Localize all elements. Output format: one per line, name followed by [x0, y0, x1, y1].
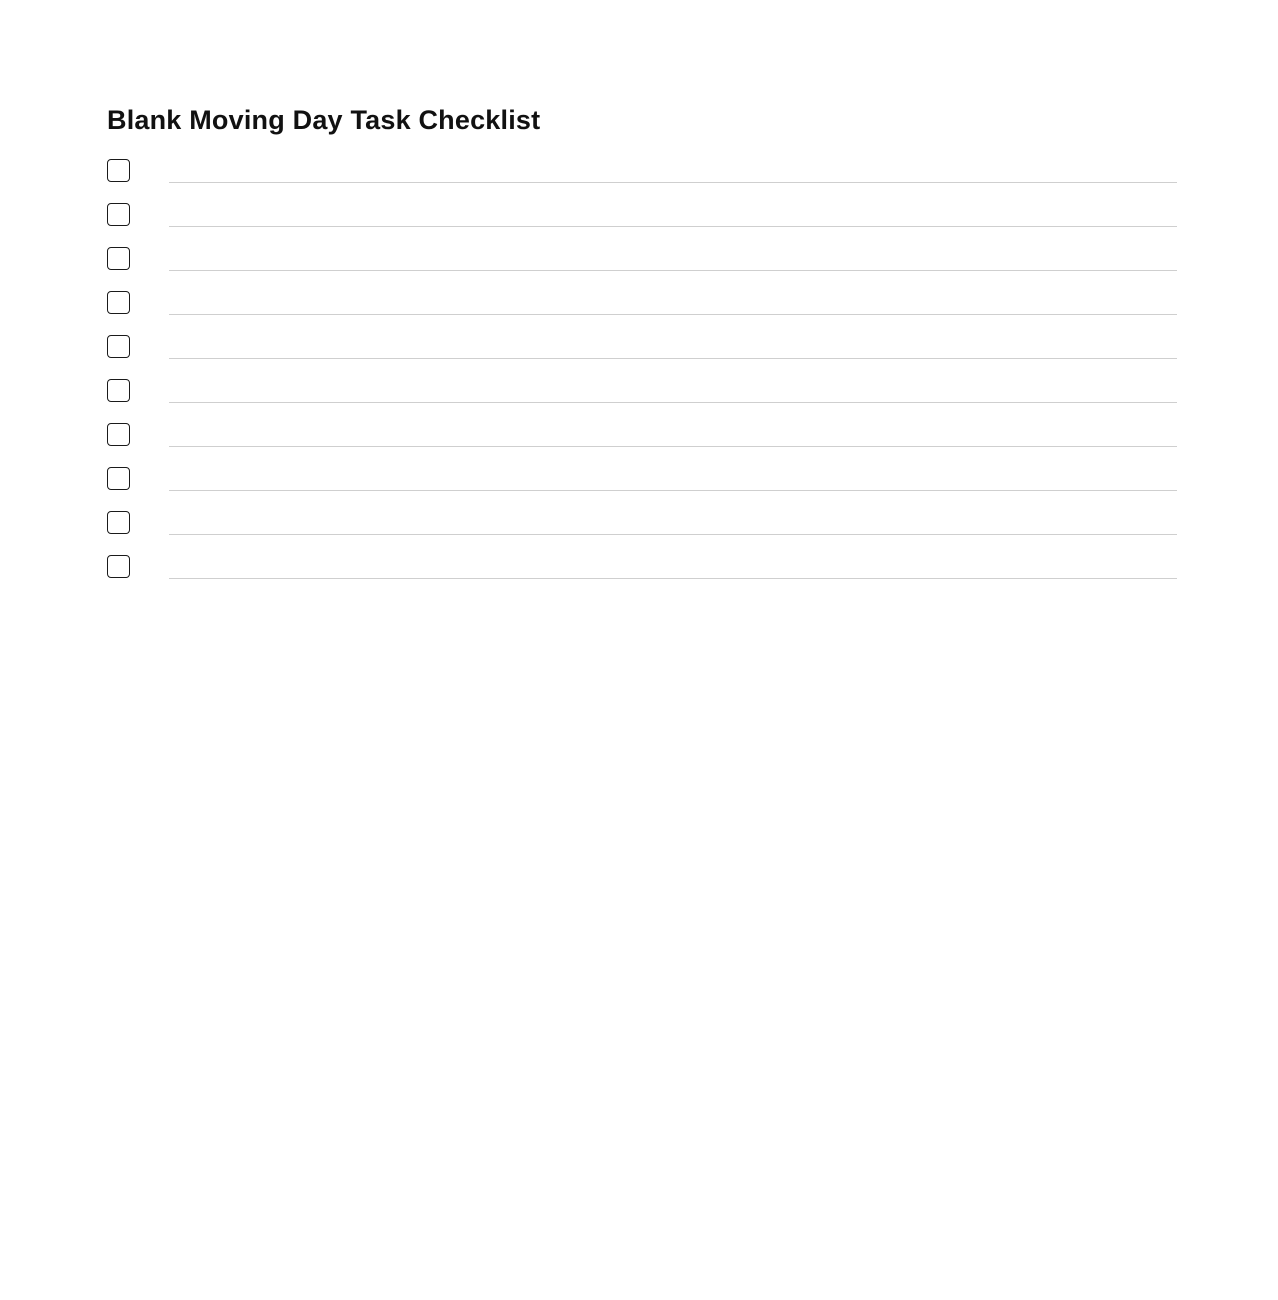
checkbox-icon[interactable] [107, 467, 130, 490]
checkbox-icon[interactable] [107, 555, 130, 578]
checkbox-icon[interactable] [107, 335, 130, 358]
checklist-item-line[interactable] [169, 245, 1177, 268]
checkbox-icon[interactable] [107, 423, 130, 446]
checkbox-icon[interactable] [107, 291, 130, 314]
list-item[interactable] [107, 553, 1177, 597]
list-item[interactable] [107, 377, 1177, 421]
checkbox-icon[interactable] [107, 203, 130, 226]
checklist-item-line[interactable] [169, 509, 1177, 532]
checkbox-icon[interactable] [107, 159, 130, 182]
checklist-item-line[interactable] [169, 465, 1177, 488]
checklist-item-line[interactable] [169, 421, 1177, 444]
list-item[interactable] [107, 333, 1177, 377]
list-item[interactable] [107, 201, 1177, 245]
checkbox-icon[interactable] [107, 511, 130, 534]
checklist-item-line[interactable] [169, 289, 1177, 312]
list-item[interactable] [107, 421, 1177, 465]
page-title: Blank Moving Day Task Checklist [107, 105, 541, 135]
list-item[interactable] [107, 157, 1177, 201]
checkbox-icon[interactable] [107, 379, 130, 402]
checklist-item-line[interactable] [169, 201, 1177, 224]
checkbox-icon[interactable] [107, 247, 130, 270]
checklist-item-line[interactable] [169, 333, 1177, 356]
list-item[interactable] [107, 289, 1177, 333]
checklist [107, 157, 1177, 597]
checklist-item-line[interactable] [169, 157, 1177, 180]
list-item[interactable] [107, 465, 1177, 509]
list-item[interactable] [107, 245, 1177, 289]
checklist-item-line[interactable] [169, 377, 1177, 400]
checklist-item-line[interactable] [169, 553, 1177, 576]
list-item[interactable] [107, 509, 1177, 553]
